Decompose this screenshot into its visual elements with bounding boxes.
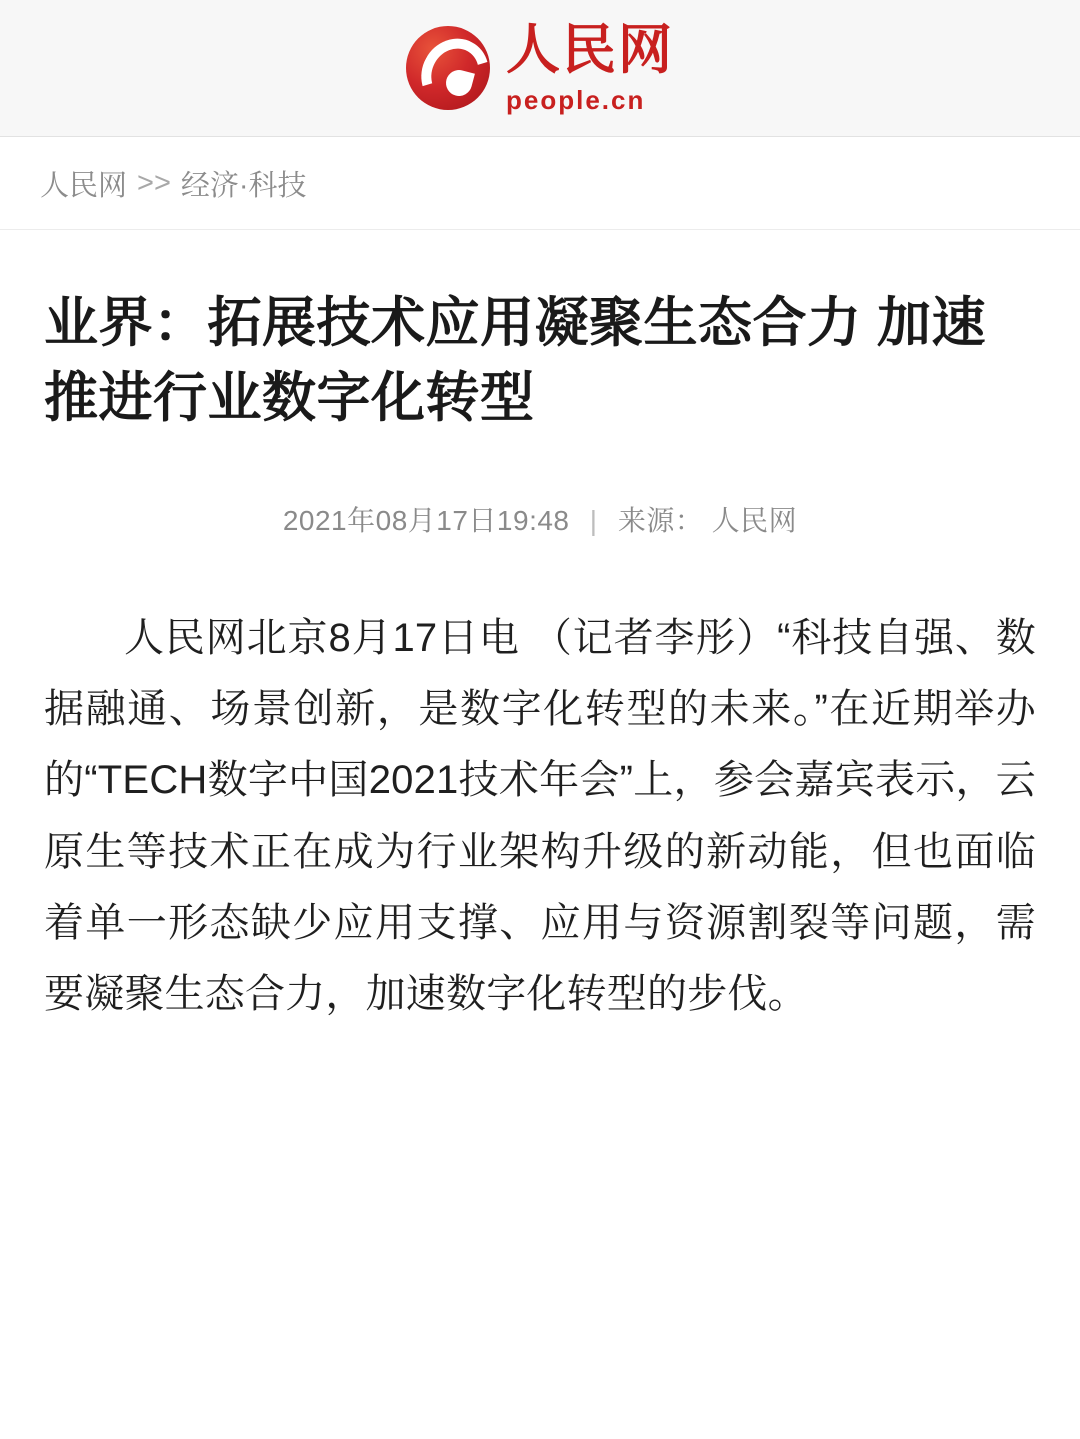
article-body	[44, 603, 1036, 1030]
article-datetime: 2021年08月17日19:48	[282, 505, 570, 537]
page-title: 业界：拓展技术应用凝聚生态合力 加速推进行业数字化转型	[44, 293, 987, 428]
breadcrumb-item-home[interactable]: 人民网	[40, 169, 128, 202]
site-logo-en: people.cn	[506, 85, 646, 115]
site-logo-cn: 人民网	[506, 18, 674, 81]
article-meta	[44, 499, 1036, 539]
article-paragraph: 人民网北京8月17日电 （记者李彤）“科技自强、数据融通、场景创新，是数字化转型的未来。”在近期举办的“TECH数字中国2021技术年会”上，参会嘉宾表示，云原生等技术正在成为行业架构升级的新动能，但也面临着单一形态缺少应用支撑、应用与资源割裂等问题，需要凝聚生态合力，加速数字化转型的步伐。	[44, 616, 1036, 1016]
site-logo-text	[506, 18, 674, 115]
article-source-label: 来源：	[617, 505, 704, 537]
site-logo[interactable]	[406, 18, 674, 115]
breadcrumb-separator: >>	[137, 166, 171, 199]
article-source: 人民网	[711, 505, 798, 537]
breadcrumb-item-category[interactable]: 经济·科技	[180, 169, 307, 202]
people-cn-logo-icon	[406, 26, 490, 110]
meta-separator: |	[589, 505, 598, 537]
breadcrumb	[0, 137, 1080, 230]
article	[0, 230, 1080, 1030]
site-header	[0, 0, 1080, 137]
